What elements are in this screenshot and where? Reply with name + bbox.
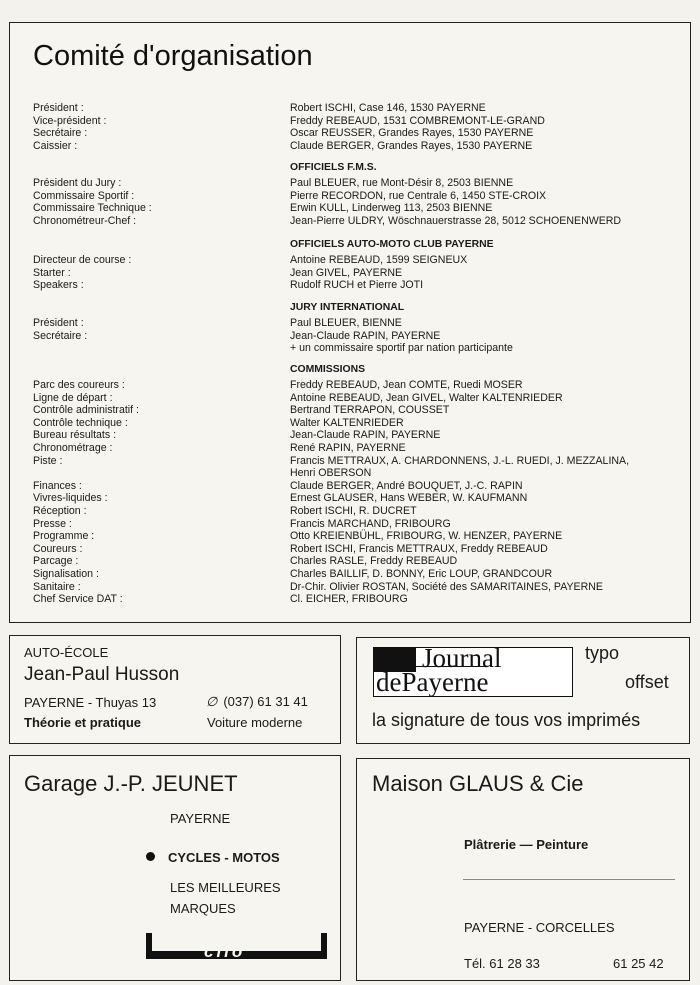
committee-roles-column	[33, 177, 152, 227]
member-names: Freddy REBEAUD, 1531 COMBREMONT-LE-GRAND	[290, 114, 545, 127]
ad-glaus	[356, 758, 690, 981]
garage-item-row	[146, 850, 280, 865]
member-names: Jean-Pierre ULDRY, Wöschnauerstrasse 28, 5012 SCHOENENWERD	[290, 214, 622, 227]
member-names: Cl. EICHER, FRIBOURG	[290, 593, 408, 606]
role-label	[33, 467, 139, 480]
committee-roles-column	[33, 379, 139, 606]
garage-city: PAYERNE	[170, 811, 231, 826]
ad-autoecole-heading: AUTO-ÉCOLE	[24, 645, 109, 660]
journal-logo-word1: Journal	[422, 647, 502, 673]
garage-item: CYCLES - MOTOS	[168, 850, 280, 865]
glaus-trade: Plâtrerie — Peinture	[464, 837, 589, 852]
garage-line2: MARQUES	[170, 901, 236, 916]
glaus-divider	[463, 879, 675, 880]
role-label: Parc des coureurs :	[33, 379, 125, 391]
role-label: Chronométrage :	[33, 441, 113, 454]
role-label: Contrôle technique :	[33, 416, 128, 429]
role-label: Coureurs :	[33, 542, 83, 555]
journal-logo-payerne: Payerne	[401, 667, 489, 697]
role-label: Caissier :	[33, 139, 78, 152]
member-names: Claude BERGER, André BOUQUET, J.-C. RAPIN	[290, 479, 523, 492]
member-names: Robert ISCHI, Case 146, 1530 PAYERNE	[290, 102, 486, 114]
member-names: Jean-Claude RAPIN, PAYERNE	[290, 429, 441, 442]
ad-autoecole-phone: (037) 61 31 41	[223, 694, 308, 709]
member-names: Ernest GLAUSER, Hans WEBER, W. KAUFMANN	[290, 492, 528, 505]
committee-roles-column	[33, 317, 87, 355]
role-label: Presse :	[33, 517, 72, 530]
role-label: Starter :	[33, 266, 71, 279]
member-names: Jean-Claude RAPIN, PAYERNE	[290, 329, 441, 342]
member-names: Francis METTRAUX, A. CHARDONNENS, J.-L. RUEDI, J. MEZZALINA,	[290, 454, 630, 467]
member-names: Antoine REBEAUD, Jean GIVEL, Walter KALTENRIEDER	[290, 391, 563, 404]
member-names: Rudolf RUCH et Pierre JOTI	[290, 279, 424, 292]
committee-names-column	[290, 236, 494, 292]
role-label: Réception :	[33, 504, 87, 517]
journal-typo: typo	[585, 643, 620, 663]
role-label: Speakers :	[33, 279, 84, 292]
member-names: Walter KALTENRIEDER	[290, 416, 404, 429]
cilo-logo-text: cilo	[204, 942, 246, 961]
garage-line1: LES MEILLEURES	[170, 880, 281, 895]
role-label: Directeur de course :	[33, 254, 132, 266]
journal-logo-de: de	[376, 667, 402, 697]
ad-autoecole-phone-row	[206, 694, 308, 710]
committee-names-column	[290, 361, 629, 606]
ad-autoecole-name: Jean-Paul Husson	[24, 664, 180, 685]
role-label: Bureau résultats :	[33, 429, 117, 442]
member-names: Claude BERGER, Grandes Rayes, 1530 PAYERNE	[290, 139, 533, 152]
member-names: Robert ISCHI, Francis METTRAUX, Freddy REBEAUD	[290, 542, 548, 555]
committee-panel	[9, 22, 691, 623]
garage-title: Garage J.-P. JEUNET	[24, 771, 238, 796]
role-label: Commissaire Sportif :	[33, 189, 135, 202]
role-label: Vice-président :	[33, 114, 107, 127]
role-label: Parcage :	[33, 555, 79, 568]
journal-logo	[373, 647, 573, 697]
role-label: Président :	[33, 317, 84, 329]
committee-roles-column	[33, 102, 106, 152]
ad-garage	[9, 755, 341, 981]
member-names: Otto KREIENBÜHL, FRIBOURG, W. HENZER, PAYERNE	[290, 530, 563, 543]
ad-autoecole-address: PAYERNE - Thuyas 13	[24, 695, 157, 710]
role-label: Piste :	[33, 454, 63, 467]
member-names: Bertrand TERRAPON, COUSSET	[290, 404, 450, 417]
role-label: Secrétaire :	[33, 127, 88, 140]
section-heading: COMMISSIONS	[290, 364, 366, 375]
member-names: Jean GIVEL, PAYERNE	[290, 266, 403, 279]
member-names: Antoine REBEAUD, 1599 SEIGNEUX	[290, 254, 468, 266]
role-label	[33, 342, 87, 355]
member-names: Henri OBERSON	[290, 467, 372, 480]
member-names: Robert ISCHI, R. DUCRET	[290, 504, 417, 517]
member-names: Paul BLEUER, BIENNE	[290, 317, 402, 329]
section-heading: OFFICIELS AUTO-MOTO CLUB PAYERNE	[290, 239, 494, 250]
member-names: Erwin KULL, Linderweg 113, 2503 BIENNE	[290, 202, 493, 215]
member-names: + un commissaire sportif par nation participante	[290, 342, 513, 355]
member-names: Charles RASLE, Freddy REBEAUD	[290, 555, 458, 568]
glaus-phone1: Tél. 61 28 33	[464, 956, 540, 971]
phone-icon: ∅	[206, 694, 218, 709]
section-heading: OFFICIELS F.M.S.	[290, 162, 377, 173]
committee-names-column	[290, 299, 513, 355]
glaus-title: Maison GLAUS & Cie	[372, 771, 584, 796]
member-names: Paul BLEUER, rue Mont-Désir 8, 2503 BIENNE	[290, 177, 514, 189]
journal-logo-word2	[376, 667, 488, 697]
committee-names-column	[290, 102, 545, 152]
ad-autoecole	[9, 635, 341, 744]
page-title: Comité d'organisation	[33, 40, 313, 72]
member-names: René RAPIN, PAYERNE	[290, 441, 406, 454]
member-names: Francis MARCHAND, FRIBOURG	[290, 517, 451, 530]
ad-autoecole-slogan2: Voiture moderne	[207, 715, 303, 730]
role-label: Chef Service DAT :	[33, 593, 123, 606]
role-label: Secrétaire :	[33, 329, 88, 342]
member-names: Pierre RECORDON, rue Centrale 6, 1450 STE-CROIX	[290, 189, 547, 202]
role-label: Président :	[33, 102, 84, 114]
journal-offset: offset	[625, 672, 669, 692]
role-label: Président du Jury :	[33, 177, 122, 189]
member-names: Charles BAILLIF, D. BONNY, Eric LOUP, GRANDCOUR	[290, 567, 553, 580]
glaus-city: PAYERNE - CORCELLES	[464, 920, 615, 935]
ad-journal	[356, 637, 690, 744]
committee-names-column	[290, 159, 621, 227]
role-label: Contrôle administratif :	[33, 404, 139, 417]
role-label: Finances :	[33, 479, 82, 492]
committee-roles-column	[33, 254, 131, 292]
role-label: Vivres-liquides :	[33, 492, 108, 505]
glaus-phone2: 61 25 42	[613, 956, 664, 971]
bullet-icon	[146, 852, 155, 861]
cilo-logo	[144, 929, 329, 965]
role-label: Chronométreur-Chef :	[33, 214, 137, 227]
role-label: Signalisation :	[33, 567, 99, 580]
member-names: Dr-Chir. Olivier ROSTAN, Société des SAMARITAINES, PAYERNE	[290, 580, 603, 593]
member-names: Freddy REBEAUD, Jean COMTE, Ruedi MOSER	[290, 379, 523, 391]
ad-autoecole-slogan1: Théorie et pratique	[24, 715, 142, 730]
journal-tagline: la signature de tous vos imprimés	[372, 710, 641, 730]
section-heading: JURY INTERNATIONAL	[290, 302, 405, 313]
role-label: Programme :	[33, 530, 95, 543]
member-names: Oscar REUSSER, Grandes Rayes, 1530 PAYERNE	[290, 127, 534, 140]
role-label: Commissaire Technique :	[33, 202, 152, 215]
role-label: Sanitaire :	[33, 580, 81, 593]
role-label: Ligne de départ :	[33, 391, 113, 404]
